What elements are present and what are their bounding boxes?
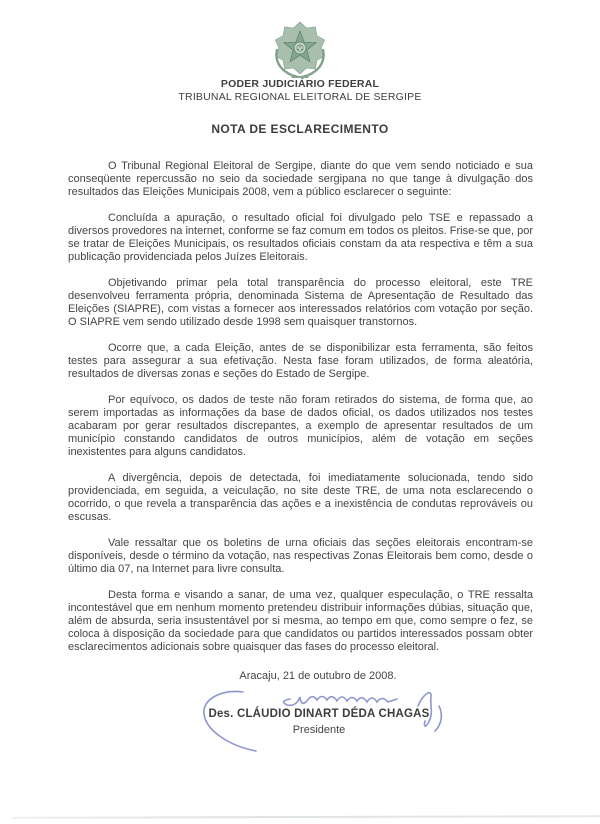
- date-place-line: Aracaju, 21 de outubro de 2008.: [239, 670, 397, 682]
- scan-edge-artifact: [12, 815, 600, 819]
- paragraph-8: Desta forma e visando a sanar, de uma vez, qualquer especulação, o TRE ressalta incontestável que em nenhum momento pretendeu distribuir informações dúbias, situação que, além de absurda, seria insustentável por si mesma, ao tempo em que, como sempre o fez, se coloca à disposição da sociedade para que candidatos ou partidos interessados possam obter esclarecimentos adicionais sobre quaisquer das fases do processo eleitoral.: [68, 589, 533, 653]
- paragraph-7: Vale ressaltar que os boletins de urna oficiais das seções eleitorais encontram-se disponíveis, desde o término da votação, nas respectivas Zonas Eleitorais bem como, desde o último dia 07, na Internet para livre consulta.: [68, 537, 533, 575]
- brazil-coat-of-arms-icon: [270, 20, 330, 78]
- org-subname: TRIBUNAL REGIONAL ELEITORAL DE SERGIPE: [178, 91, 422, 103]
- paragraph-6: A divergência, depois de detectada, foi imediatamente solucionada, tendo sido providenciada, em seguida, a veiculação, no site deste TRE, de uma nota esclarecendo o ocorrido, o que revela a transparência das ações e a inexistência de condutas reprováveis ou escusas.: [68, 472, 533, 523]
- signer-role: Presidente: [292, 724, 346, 736]
- signer-name: Des. CLÁUDIO DINART DÉDA CHAGAS: [208, 708, 430, 720]
- signature-block: [0, 708, 600, 737]
- org-name: PODER JUDICIÁRIO FEDERAL: [220, 78, 380, 90]
- paragraph-5: Por equívoco, os dados de teste não foram retirados do sistema, de forma que, ao serem importadas as informações da base de dados oficial, os dados utilizados nos testes acabaram por gerar resultados discrepantes, a exemplo de apresentar resultados de um município constando candidatos de outros municípios, além de votação em seções inexistentes para alguns candidatos.: [68, 394, 533, 458]
- document-body: [68, 160, 533, 654]
- paragraph-2: Concluída a apuração, o resultado oficial foi divulgado pelo TSE e repassado a diversos provedores na internet, conforme se faz comum em todos os pleitos. Frise-se que, por se tratar de Eleições Municipais, os resultados oficiais constam da ata respectiva e têm a sua publicação providenciada pelos Juízes Eleitorais.: [68, 212, 533, 263]
- paragraph-3: Objetivando primar pela total transparência do processo eleitoral, este TRE desenvolveu ferramenta própria, denominada Sistema de Apresentação de Resultado das Eleições (SIAPRE), com vistas a fornecer aos interessados relatórios com votação por seção. O SIAPRE vem sendo utilizado desde 1998 sem quaisquer transtornos.: [68, 277, 533, 328]
- paragraph-1: O Tribunal Regional Eleitoral de Sergipe, diante do que vem sendo noticiado e sua conseqüente repercussão no seio da sociedade sergipana no que tange à divulgação dos resultados das Eleições Municipais 2008, vem a público esclarecer o seguinte:: [68, 160, 533, 198]
- paragraph-4: Ocorre que, a cada Eleição, antes de se disponibilizar esta ferramenta, são feitos testes para assegurar a sua efetivação. Nesta fase foram utilizados, de forma aleatória, resultados de diversas zonas e seções do Estado de Sergipe.: [68, 342, 533, 380]
- document-title: NOTA DE ESCLARECIMENTO: [211, 122, 389, 136]
